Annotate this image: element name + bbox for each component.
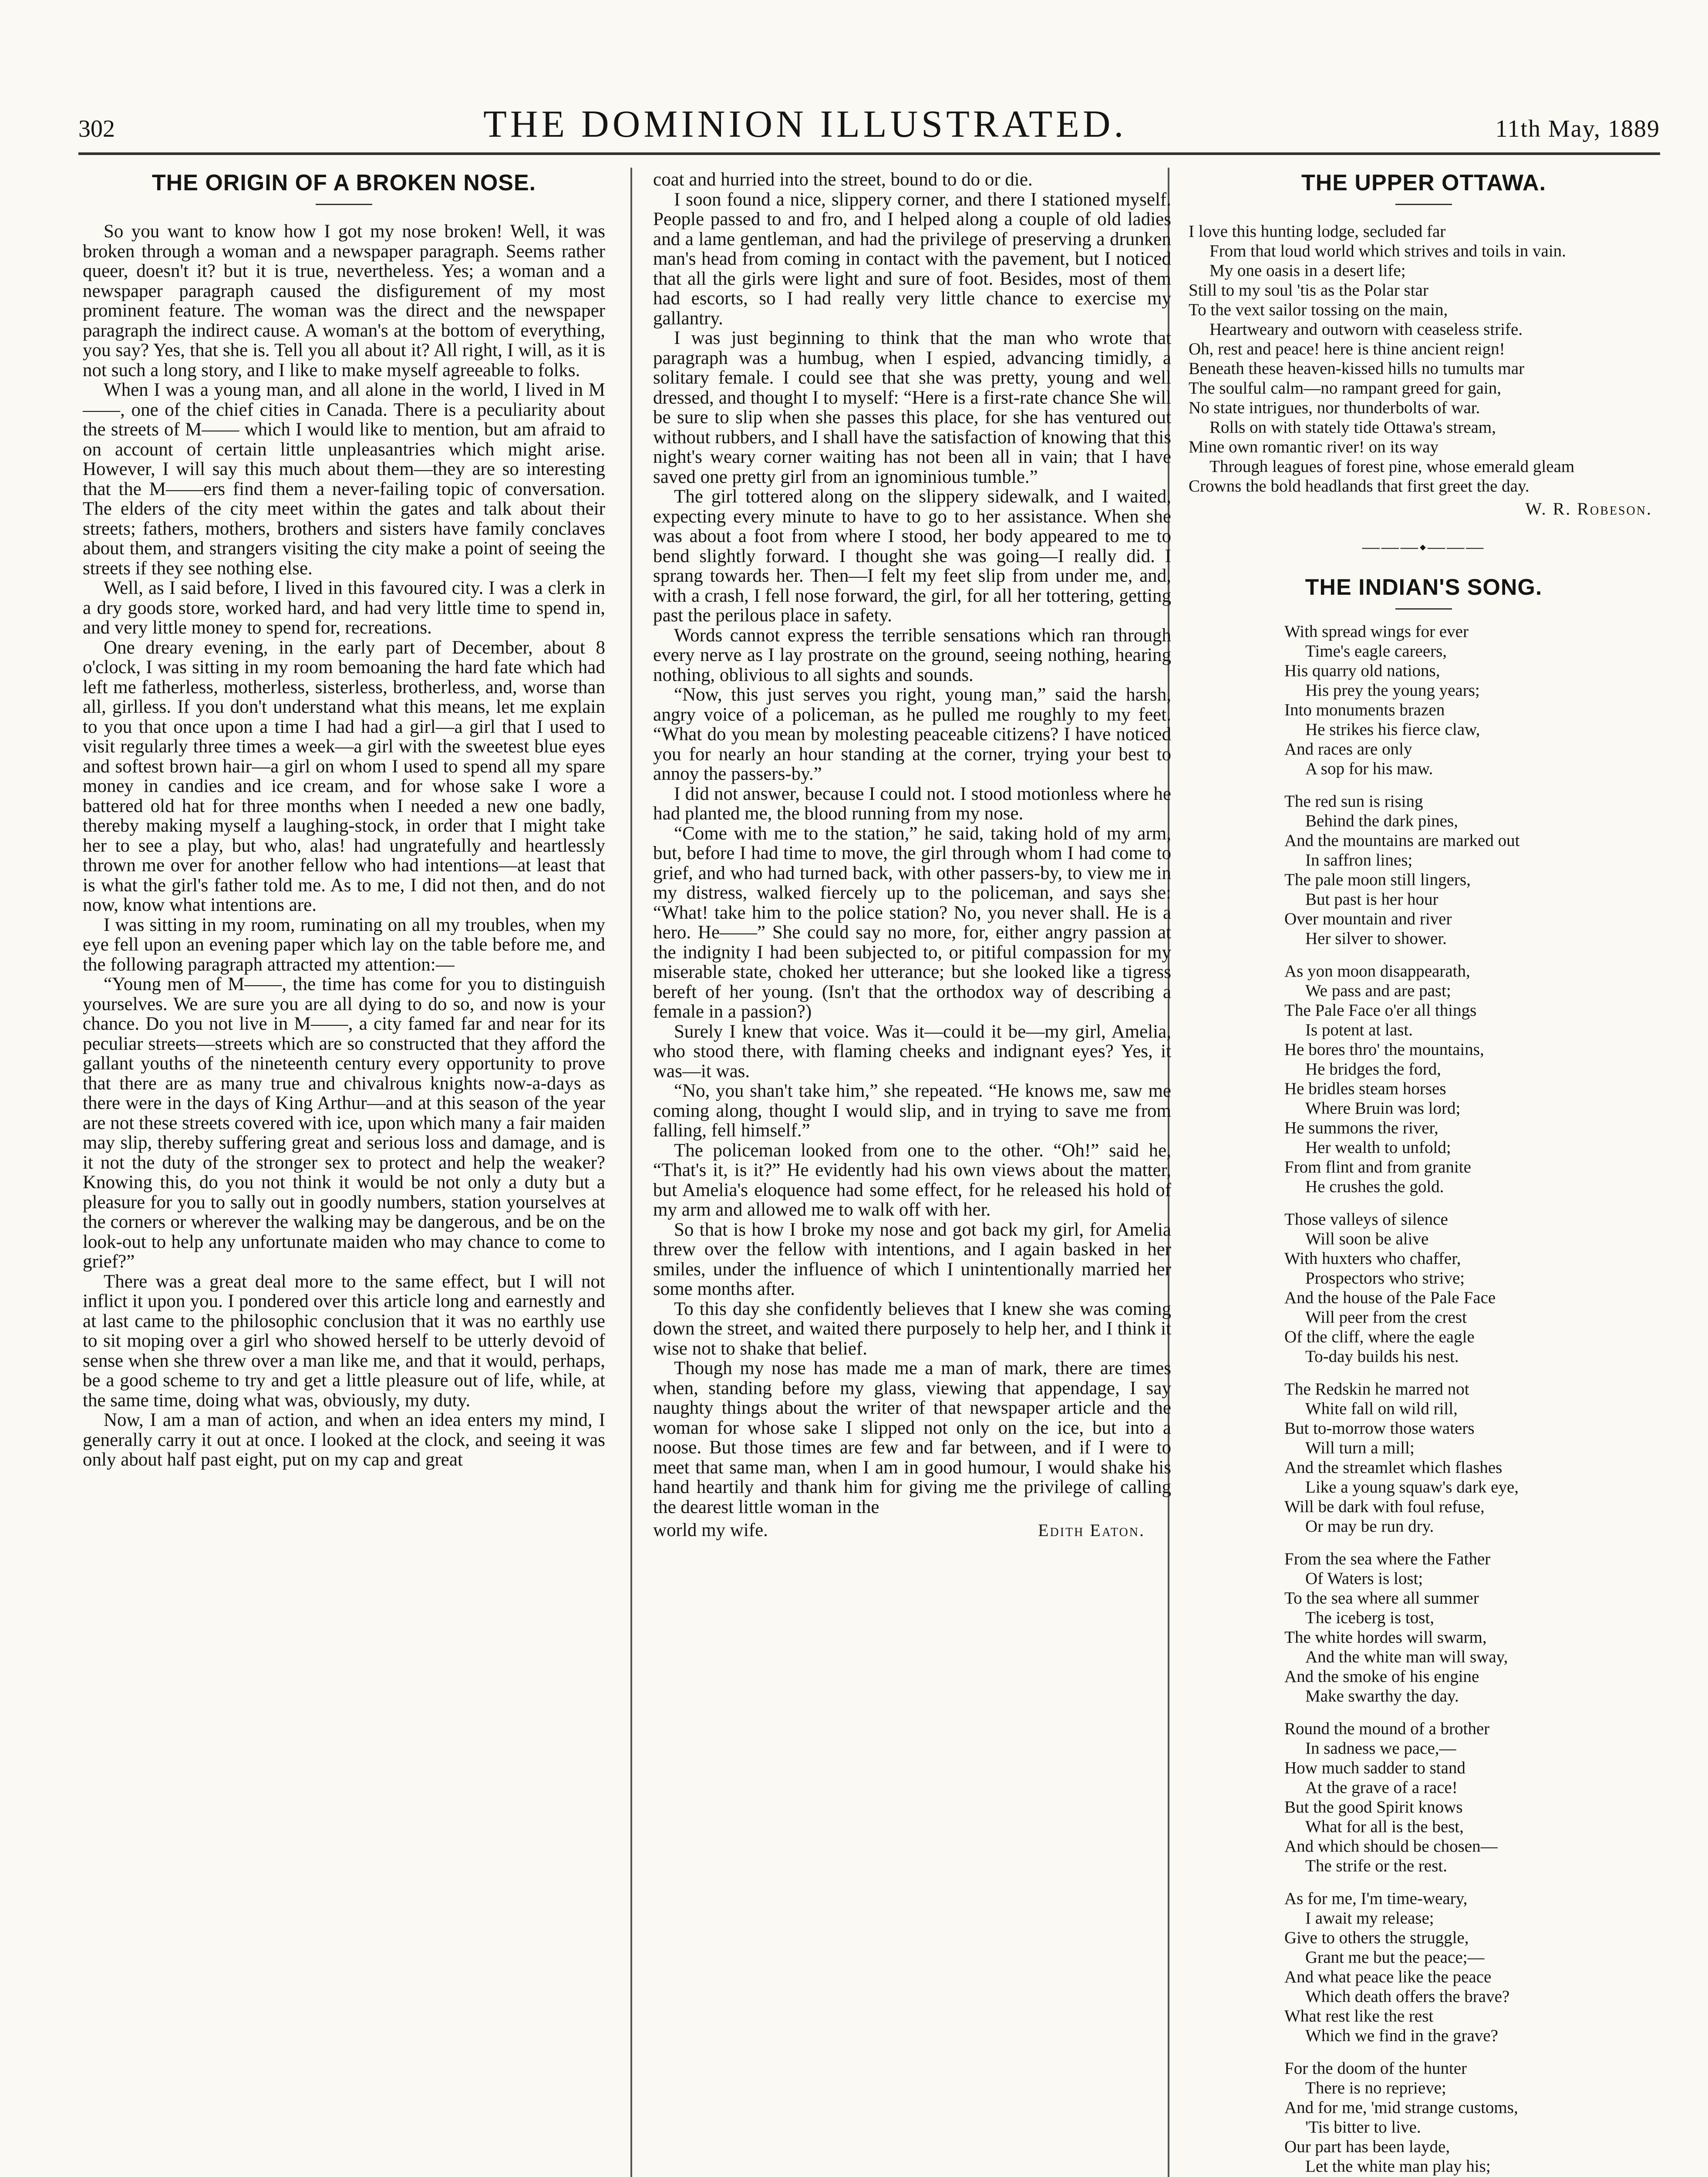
title-rule (1395, 204, 1452, 205)
poem-line: The strife or the rest. (1305, 1857, 1447, 1875)
poem-line: To the sea where all summer (1284, 1589, 1479, 1607)
poem-line: The pale moon still lingers, (1284, 870, 1471, 889)
poem-stanza (1284, 2059, 1615, 2177)
poem-line: But past is her hour (1305, 890, 1438, 909)
poem-line: Give to others the struggle, (1284, 1928, 1469, 1947)
article-paragraph: When I was a young man, and all alone in the world, I lived in M——, one of the chief cities in Canada. There is a peculiarity about the streets of M—— which I would like to mention, but am afraid to on account of certain little unpleasantries which might arise. However, I will say this much about them—they are so interesting that the M——ers find them a never-failing topic of conversation. The elders of the city meet within the gates and talk about their streets; fathers, mothers, brothers and sisters have family conclaves about them, and strangers visiting the city make a point of seeing the streets if they see nothing else. (83, 380, 605, 579)
poem-line: The red sun is rising (1284, 792, 1423, 811)
poem-line: With spread wings for ever (1284, 622, 1469, 641)
poem-line: He summons the river, (1284, 1119, 1438, 1137)
poem-line: I await my release; (1305, 1909, 1434, 1928)
article-paragraph: “Young men of M——, the time has come for you to distinguish yourselves. We are sure you are all dying to do so, and now is your chance. Do you not live in M——, a city famed far and near for its peculiar streets—streets which are so constructed that they afford the gallant youths of the nineteenth century every opportunity to prove that there are as many true and chivalrous knights now-a-days as there were in the days of King Arthur—and at this season of the year are not these streets covered with ice, upon which many a fair maiden may slip, thereby suffering great and serious loss and damage, and is it not the duty of the stronger sex to protect and help the weaker? Knowing this, do you not think it would be not only a duty but a pleasure for you to sally out in goodly numbers, station yourselves at the corners or wherever the walking may be dangerous, and be on the look-out to help any unfortunate maiden who may chance to come to grief?” (83, 974, 605, 1272)
poem-line: The Redskin he marred not (1284, 1380, 1469, 1399)
poem-line: Her wealth to unfold; (1305, 1138, 1451, 1157)
poem-line: And the mountains are marked out (1284, 831, 1520, 850)
poem-line: From flint and from granite (1284, 1158, 1471, 1176)
poem-line: And races are only (1284, 740, 1412, 758)
poem1-title: THE UPPER OTTAWA. (1301, 170, 1546, 195)
poem-line: He strikes his fierce claw, (1305, 720, 1480, 739)
poem-line: And the streamlet which flashes (1284, 1458, 1503, 1477)
article-paragraph: coat and hurried into the street, bound to do or die. (653, 169, 1033, 190)
poem-line: The Pale Face o'er all things (1284, 1001, 1477, 1020)
article-paragraph: I was just beginning to think that the man who wrote that paragraph was a humbug, when I espied, advancing timidly, a solitary female. I could see that she was pretty, young and well dressed, and thought I to myself: “Here is a first-rate chance She will be sure to slip when she passes this place, for she has ventured out without rubbers, and I shall have the satisfaction of knowing that this night's weary corner waiting has not been all in vain; that I have saved one pretty girl from an ignominious tumble.” (653, 328, 1171, 487)
poem-line: My one oasis in a desert life; (1209, 261, 1406, 280)
section-ornament: ———⬩——— (1362, 537, 1486, 556)
poem-line: Our part has been layde, (1284, 2137, 1450, 2156)
poem-line: And the house of the Pale Face (1284, 1288, 1496, 1307)
article-paragraph: “No, you shan't take him,” she repeated. “He knows me, saw me coming along, thought I would slip, and in trying to save me from falling, fell himself.” (653, 1081, 1171, 1141)
poem-line: Oh, rest and peace! here is thine ancient reign! (1189, 340, 1505, 358)
poetry-column (1178, 170, 1670, 2177)
poem-line: The soulful calm—no rampant greed for gain, (1189, 379, 1502, 398)
title-rule (316, 204, 372, 205)
poem-line: The iceberg is tost, (1305, 1608, 1435, 1627)
poem-stanza (1284, 961, 1615, 1196)
poem-line: He bridges the ford, (1305, 1060, 1441, 1078)
poem-line: We pass and are past; (1305, 981, 1451, 1000)
poem-line: Those valleys of silence (1284, 1210, 1448, 1229)
article-paragraph: “Now, this just serves you right, young man,” said the harsh, angry voice of a policeman, as he pulled me roughly to my feet. “What do you mean by molesting peaceable citizens? I have noticed you for nearly an hour standing at the corner, trying your best to annoy the passers-by.” (653, 684, 1171, 784)
poem-line: And the white man will sway, (1305, 1648, 1508, 1666)
poem-stanza (1284, 1549, 1615, 1706)
article-last-line: world my wife. (653, 1520, 768, 1540)
poem-line: To-day builds his nest. (1305, 1347, 1459, 1366)
poem-line: Time's eagle careers, (1305, 642, 1447, 661)
article-paragraph: Now, I am a man of action, and when an idea enters my mind, I generally carry it out at once. I looked at the clock, and seeing it was only about half past eight, put on my cap and great (83, 1410, 605, 1470)
poem2-body (1232, 622, 1615, 2177)
poem-line: What rest like the rest (1284, 2007, 1434, 2025)
poem-stanza (1284, 1210, 1615, 1366)
title-rule (1395, 608, 1452, 610)
poem-line: Crowns the bold headlands that first greet the day. (1189, 477, 1529, 495)
poem-line: Round the mound of a brother (1284, 1719, 1490, 1738)
poem-line: Her silver to shower. (1305, 929, 1447, 948)
column-rule (630, 168, 632, 2177)
poem-line: And for me, 'mid strange customs, (1284, 2098, 1518, 2117)
poem-line: But the good Spirit knows (1284, 1798, 1463, 1816)
poem-stanza (1284, 1889, 1615, 2046)
poem-line: For the doom of the hunter (1284, 2059, 1467, 2078)
poem-line: And which should be chosen— (1284, 1837, 1498, 1856)
poem-line: Or may be run dry. (1305, 1517, 1434, 1536)
poem-line: He crushes the gold. (1305, 1177, 1444, 1196)
page-header (78, 96, 1660, 155)
article-paragraph: I soon found a nice, slippery corner, and there I stationed myself. People passed to and fro, and I helped along a couple of old ladies and a lame gentleman, and had the privilege of preserving a drunken man's head from coming in contact with the pavement, but I noticed that all the girls were light and sure of foot. Besides, most of them had escorts, so I had really very little chance to exercise my gallantry. (653, 189, 1171, 329)
issue-date: 11th May, 1889 (1495, 115, 1660, 142)
poem-line: As for me, I'm time-weary, (1284, 1889, 1468, 1908)
poem-line: How much sadder to stand (1284, 1759, 1465, 1777)
poem-line: Is potent at last. (1305, 1021, 1413, 1039)
article-paragraph: Words cannot express the terrible sensations which ran through every nerve as I lay prostrate on the ground, seeing nothing, hearing nothing, oblivious to all sights and sounds. (653, 625, 1171, 685)
poem-line: Let the white man play his; (1305, 2157, 1491, 2176)
poem-line: Prospectors who strive; (1305, 1269, 1465, 1287)
article-paragraph: I was sitting in my room, ruminating on all my troubles, when my eye fell upon an evening paper which lay on the table before me, and the following paragraph attracted my attention:— (83, 914, 605, 975)
page-number: 302 (78, 115, 115, 142)
article-paragraph: Though my nose has made me a man of mark, there are times when, standing before my glass, viewing that appendage, I say naughty things about the writer of that newspaper article and the woman for whose sake I slipped not only on the ice, but into a noose. But those times are few and far between, and if I were to meet that same man, when I am in good humour, I would shake his hand heartily and thank him for giving me the privilege of calling the dearest little woman in the (653, 1358, 1171, 1517)
poem1-body (1189, 222, 1659, 496)
poem-line: Like a young squaw's dark eye, (1305, 1478, 1519, 1496)
article-paragraph: The girl tottered along on the slippery sidewalk, and I waited, expecting every minute to have to go to her assistance. When she was about a foot from where I stood, her body appeared to me to bend slightly forward. I thought she was going—I really did. I sprang towards her. Then—I felt my feet slip from under me, and, with a crash, I fell nose forward, the girl, for all her tottering, getting past the perilous place in safety. (653, 486, 1171, 626)
poem-stanza (1284, 792, 1615, 948)
poem-line: From that loud world which strives and toils in vain. (1209, 242, 1566, 260)
article-column-2 (653, 170, 1171, 1541)
article-paragraph: Well, as I said before, I lived in this favoured city. I was a clerk in a dry goods store, worked hard, and had very little time to spend in, and very little money to spend for, recreations. (83, 578, 605, 638)
poem-line: Still to my soul 'tis as the Polar star (1189, 281, 1428, 300)
poem-stanza (1284, 1719, 1615, 1876)
article-paragraph: To this day she confidently believes that I knew she was coming down the street, and waited there purposely to help her, and I think it wise not to shake that belief. (653, 1298, 1171, 1359)
poem-line: Of the cliff, where the eagle (1284, 1328, 1475, 1346)
poem-line: Which death offers the brave? (1305, 1987, 1510, 2006)
poem2-title: THE INDIAN'S SONG. (1305, 575, 1543, 600)
poem-line: As yon moon disappearath, (1284, 962, 1470, 981)
poem-line: Into monuments brazen (1284, 701, 1445, 719)
article-body-2 (653, 190, 1171, 1517)
article-column-1 (83, 170, 605, 1470)
article-paragraph: One dreary evening, in the early part of December, about 8 o'clock, I was sitting in my room bemoaning the hard fate which had left me fatherless, motherless, sisterless, brotherless, and, worse than all, girlless. If you don't understand what this means, let me explain to you that once upon a time I had had a girl—a girl that I used to visit regularly three times a week—a girl with the sweetest blue eyes and softest brown hair—a girl on whom I used to spend all my spare money in candies and ice cream, and for whose sake I wore a battered old hat for three months when I needed a new one badly, thereby making myself a laughing-stock, in order that I might take her to see a play, but who, alas! had ungratefully and heartlessly thrown me over for another fellow who had intentions—at least that is what the girl's father told me. As to me, I did not then, and do not now, know what intentions are. (83, 637, 605, 915)
poem-line: Will soon be alive (1305, 1230, 1429, 1248)
poem-line: Will turn a mill; (1305, 1439, 1415, 1457)
article-paragraph: “Come with me to the station,” he said, taking hold of my arm, but, before I had time to move, the girl through whom I had come to grief, and who had turned back, with other passers-by, to view me in my distress, walked fiercely up to the policeman, and says she: “What! take him to the police station? No, you never shall. He is a hero. He——” She could say no more, for, either angry passion at the indignity I had been subjected to, or pitiful compassion for my miserable state, choked her utterance; but she looked like a tigress bereft of her young. (Isn't that the orthodox way of describing a female in a passion?) (653, 823, 1171, 1022)
poem-line: Beneath these heaven-kissed hills no tumults mar (1189, 359, 1525, 378)
article-paragraph: There was a great deal more to the same effect, but I will not inflict it upon you. I pondered over this article long and earnestly and at last came to the philosophic conclusion that it was no earthly use to sit moping over a girl who showed herself to be utterly devoid of sense when she threw over a man like me, and that it would, perhaps, be a good scheme to try and get a little pleasure out of life, while, at the same time, doing what was, obviously, my duty. (83, 1271, 605, 1411)
article-paragraph: So that is how I broke my nose and got back my girl, for Amelia threw over the fellow with intentions, and I again basked in her smiles, under the influence of which I unintentionally married her some months after. (653, 1219, 1171, 1299)
poem-line: From the sea where the Father (1284, 1550, 1491, 1568)
poem-line: A sop for his maw. (1305, 759, 1433, 778)
article-paragraph: I did not answer, because I could not. I stood motionless where he had planted me, the blood running from my nose. (653, 783, 1171, 824)
poem-line: In saffron lines; (1305, 851, 1413, 869)
article-author: Edith Eaton. (1038, 1520, 1145, 1540)
poem-line: No state intrigues, nor thunderbolts of war. (1189, 398, 1480, 417)
poem-line: There is no reprieve; (1305, 2079, 1446, 2097)
poem-line: Of Waters is lost; (1305, 1569, 1423, 1588)
poem-line: Make swarthy the day. (1305, 1687, 1459, 1705)
poem-line: Will be dark with foul refuse, (1284, 1497, 1485, 1516)
article-body-1 (83, 222, 605, 1470)
poem-line: Behind the dark pines, (1305, 812, 1458, 830)
poem-line: Rolls on with stately tide Ottawa's stream, (1209, 418, 1496, 437)
poem-line: Heartweary and outworn with ceaseless strife. (1209, 320, 1523, 339)
poem-line: White fall on wild rill, (1305, 1399, 1458, 1418)
poem-line: And what peace like the peace (1284, 1968, 1492, 1986)
article-paragraph: Surely I knew that voice. Was it—could it be—my girl, Amelia, who stood there, with flaming cheeks and indignant eyes? Yes, it was—it was. (653, 1021, 1171, 1082)
poem-line: At the grave of a race! (1305, 1778, 1458, 1797)
poem-line: Where Bruin was lord; (1305, 1099, 1461, 1118)
poem1-author: W. R. Robeson. (1525, 499, 1652, 519)
poem-line: Grant me but the peace;— (1305, 1948, 1485, 1967)
article-paragraph: The policeman looked from one to the other. “Oh!” said he, “That's it, is it?” He evidently had his own views about the matter, but Amelia's eloquence had some effect, for he released his hold of my arm and allowed me to walk off with her. (653, 1140, 1171, 1220)
poem-line: With huxters who chaffer, (1284, 1249, 1461, 1268)
poem-line: And the smoke of his engine (1284, 1667, 1479, 1686)
poem-line: Over mountain and river (1284, 910, 1452, 928)
article-paragraph: So you want to know how I got my nose broken! Well, it was broken through a woman and a newspaper paragraph. Seems rather queer, doesn't it? but it is true, nevertheless. Yes; a woman and a newspaper paragraph caused the disfigurement of my most prominent feature. The woman was the direct and the newspaper paragraph the indirect cause. A woman's at the bottom of everything, you say? Yes, that she is. Tell you all about it? All right, I will, as it is not such a long story, and I like to make myself agreeable to folks. (83, 221, 605, 381)
masthead: THE DOMINION ILLUSTRATED. (483, 103, 1127, 145)
poem-line: He bores thro' the mountains, (1284, 1040, 1484, 1059)
poem-line: But to-morrow those waters (1284, 1419, 1475, 1438)
poem-line: Mine own romantic river! on its way (1189, 438, 1439, 456)
poem-line: He bridles steam horses (1284, 1079, 1446, 1098)
poem-line: His prey the young years; (1305, 681, 1480, 700)
poem-line: 'Tis bitter to live. (1305, 2118, 1421, 2137)
poem-line: I love this hunting lodge, secluded far (1189, 222, 1446, 241)
poem-line: His quarry old nations, (1284, 661, 1440, 680)
poem-line: Which we find in the grave? (1305, 2026, 1498, 2045)
article-ending (653, 1520, 1171, 1541)
poem-line: The white hordes will swarm, (1284, 1628, 1487, 1647)
poem-line: To the vext sailor tossing on the main, (1189, 300, 1448, 319)
poem-stanza (1284, 622, 1615, 778)
poem-stanza (1284, 1379, 1615, 1536)
poem-line: Through leagues of forest pine, whose emerald gleam (1209, 457, 1575, 476)
poem-line: Will peer from the crest (1305, 1308, 1467, 1327)
poem-line: What for all is the best, (1305, 1817, 1464, 1836)
poem-line: In sadness we pace,— (1305, 1739, 1456, 1758)
article-title: THE ORIGIN OF A BROKEN NOSE. (152, 170, 536, 195)
